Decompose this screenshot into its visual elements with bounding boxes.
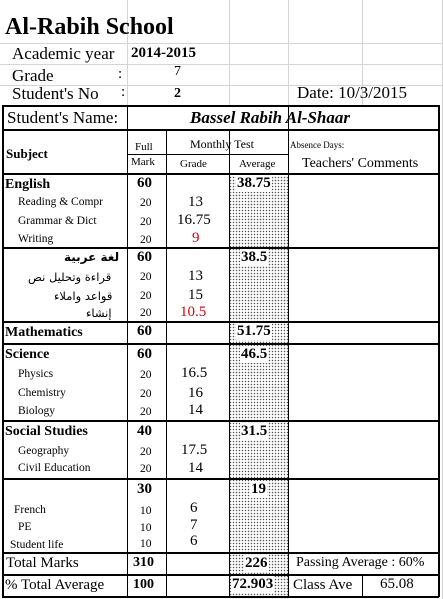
arabic-item-grade: 13: [188, 268, 203, 284]
report-date: Date: 10/3/2015: [297, 83, 408, 102]
subject-arabic: لغة عربية: [64, 250, 120, 264]
total-average: 226: [245, 555, 268, 571]
academic-year-value: 2014-2015: [131, 45, 196, 61]
science-full: 60: [137, 346, 152, 362]
english-item-name: Reading & Compr: [18, 196, 103, 208]
others-item-name: French: [14, 504, 46, 516]
science-item-name: Biology: [18, 405, 56, 417]
class-average-label: Class Ave: [293, 577, 353, 593]
pct-total-average-label: % Total Average: [5, 577, 105, 593]
social-full: 40: [137, 423, 152, 439]
others-item-name: PE: [18, 521, 32, 533]
grade-label: Grade: [12, 66, 54, 85]
english-item-grade: 13: [188, 194, 203, 210]
student-name-label: Student's Name:: [7, 108, 119, 127]
english-full: 60: [137, 175, 152, 191]
english-item-name: Grammar & Dict: [18, 215, 97, 227]
arabic-full: 60: [137, 249, 152, 265]
arabic-item-full: 20: [140, 307, 152, 319]
arabic-item-name: قراءة وتحليل نص: [28, 270, 112, 284]
others-item-grade: 6: [190, 533, 198, 549]
subject-math: Mathematics: [5, 325, 83, 340]
class-average-value: 65.08: [380, 576, 414, 592]
subject-science: Science: [5, 347, 50, 362]
social-item-full: 20: [140, 463, 152, 475]
arabic-item-full: 20: [140, 271, 152, 283]
student-no-value: 2: [174, 86, 181, 101]
math-average: 51.75: [237, 323, 271, 339]
header-full: Full: [135, 141, 153, 153]
arabic-average: 38.5: [241, 249, 268, 265]
social-item-grade: 17.5: [181, 442, 208, 458]
others-item-grade: 6: [190, 500, 198, 516]
grade-value: 7: [174, 64, 181, 79]
subject-social-studies: Social Studies: [5, 424, 88, 439]
social-item-name: Geography: [18, 445, 70, 457]
others-item-grade: 7: [190, 517, 198, 533]
school-name: Al-Rabih School: [5, 14, 174, 40]
student-no-colon: :: [121, 84, 126, 100]
english-item-grade: 16.75: [177, 212, 211, 228]
header-grade: Grade: [180, 158, 207, 170]
subject-english: English: [5, 177, 51, 192]
arabic-item-full: 20: [140, 290, 152, 302]
header-average: Average: [239, 158, 276, 170]
arabic-item-name: قواعد واملاء: [54, 289, 113, 303]
science-item-grade: 16.5: [181, 365, 208, 381]
english-item-grade: 9: [192, 230, 200, 246]
english-item-full: 20: [140, 234, 152, 246]
others-item-full: 10: [140, 505, 152, 517]
social-item-full: 20: [140, 446, 152, 458]
total-marks-label: Total Marks: [6, 555, 79, 571]
others-item-name: Student life: [10, 539, 64, 551]
arabic-item-grade: 10.5: [180, 304, 207, 320]
science-item-full: 20: [140, 406, 152, 418]
average-column-pattern: [229, 176, 288, 599]
grade-colon: :: [118, 66, 123, 82]
english-item-name: Writing: [18, 233, 54, 245]
others-full: 30: [137, 481, 152, 497]
science-item-full: 20: [140, 388, 152, 400]
pct-full: 100: [133, 577, 154, 592]
others-item-full: 10: [140, 538, 152, 550]
science-item-grade: 14: [188, 402, 203, 418]
science-item-full: 20: [140, 369, 152, 381]
header-subject: Subject: [6, 146, 48, 161]
student-name: Bassel Rabih Al-Shaar: [190, 108, 350, 127]
total-full: 310: [133, 555, 154, 570]
arabic-item-grade: 15: [188, 287, 203, 303]
social-item-grade: 14: [188, 460, 203, 476]
english-average: 38.75: [237, 175, 271, 191]
others-average: 19: [251, 481, 266, 497]
english-item-full: 20: [140, 197, 152, 209]
academic-year-label: Academic year: [12, 44, 115, 63]
header-mark: Mark: [131, 156, 155, 168]
student-no-label: Student's No: [12, 84, 99, 103]
passing-average: Passing Average : 60%: [296, 555, 425, 570]
header-teachers-comments: Teachers' Comments: [302, 156, 419, 171]
science-item-grade: 16: [188, 385, 203, 401]
science-item-name: Chemistry: [18, 387, 66, 399]
math-full: 60: [137, 323, 152, 339]
science-item-name: Physics: [18, 368, 54, 380]
english-item-full: 20: [140, 216, 152, 228]
header-monthly-test: Monthly Test: [190, 137, 254, 151]
social-item-name: Civil Education: [18, 462, 91, 474]
science-average: 46.5: [241, 346, 268, 362]
pct-average: 72.903: [232, 576, 274, 592]
arabic-item-name: إنشاء: [86, 306, 112, 320]
others-item-full: 10: [140, 522, 152, 534]
social-average: 31.5: [241, 423, 268, 439]
header-absence-days: Absence Days:: [290, 140, 345, 150]
